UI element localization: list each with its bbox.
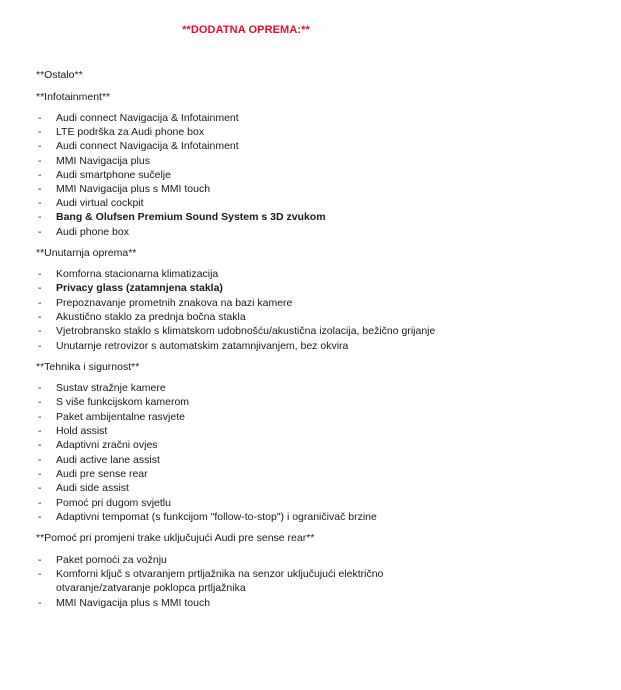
dash-bullet: - — [38, 155, 42, 167]
dash-bullet: - — [38, 454, 42, 466]
dash-bullet: - — [38, 197, 42, 209]
dash-bullet: - — [38, 126, 42, 138]
section-heading-ostalo: **Ostalo** — [36, 69, 83, 81]
dash-bullet: - — [38, 511, 42, 523]
dash-bullet: - — [38, 226, 42, 238]
dash-bullet: - — [38, 411, 42, 423]
dash-bullet: - — [38, 497, 42, 509]
document-title: **DODATNA OPREMA:** — [182, 24, 310, 36]
dash-bullet: - — [38, 554, 42, 566]
dash-bullet: - — [38, 340, 42, 352]
dash-bullet: - — [38, 482, 42, 494]
dash-bullet: - — [38, 597, 42, 609]
dash-bullet: - — [38, 382, 42, 394]
dash-bullet: - — [38, 282, 42, 294]
dash-bullet: - — [38, 297, 42, 309]
dash-bullet: - — [38, 568, 42, 580]
dash-bullet: - — [38, 425, 42, 437]
section-heading-unutarnja-oprema: **Unutarnja oprema** — [36, 247, 137, 259]
dash-bullet: - — [38, 140, 42, 152]
section-heading-infotainment: **Infotainment** — [36, 91, 111, 103]
dash-bullet: - — [38, 439, 42, 451]
section-heading-tehnika-i-sigurnost: **Tehnika i sigurnost** — [36, 361, 140, 373]
dash-bullet: - — [38, 169, 42, 181]
dash-bullet: - — [38, 325, 42, 337]
dash-bullet: - — [38, 311, 42, 323]
dash-bullet: - — [38, 183, 42, 195]
dash-bullet: - — [38, 112, 42, 124]
dash-bullet: - — [38, 468, 42, 480]
dash-bullet: - — [38, 268, 42, 280]
dash-bullet: - — [38, 211, 42, 223]
section-heading-pomoc-pri-promjeni-trake: **Pomoć pri promjeni trake uključujući Audi pre sense rear** — [36, 532, 315, 544]
dash-bullet: - — [38, 396, 42, 408]
